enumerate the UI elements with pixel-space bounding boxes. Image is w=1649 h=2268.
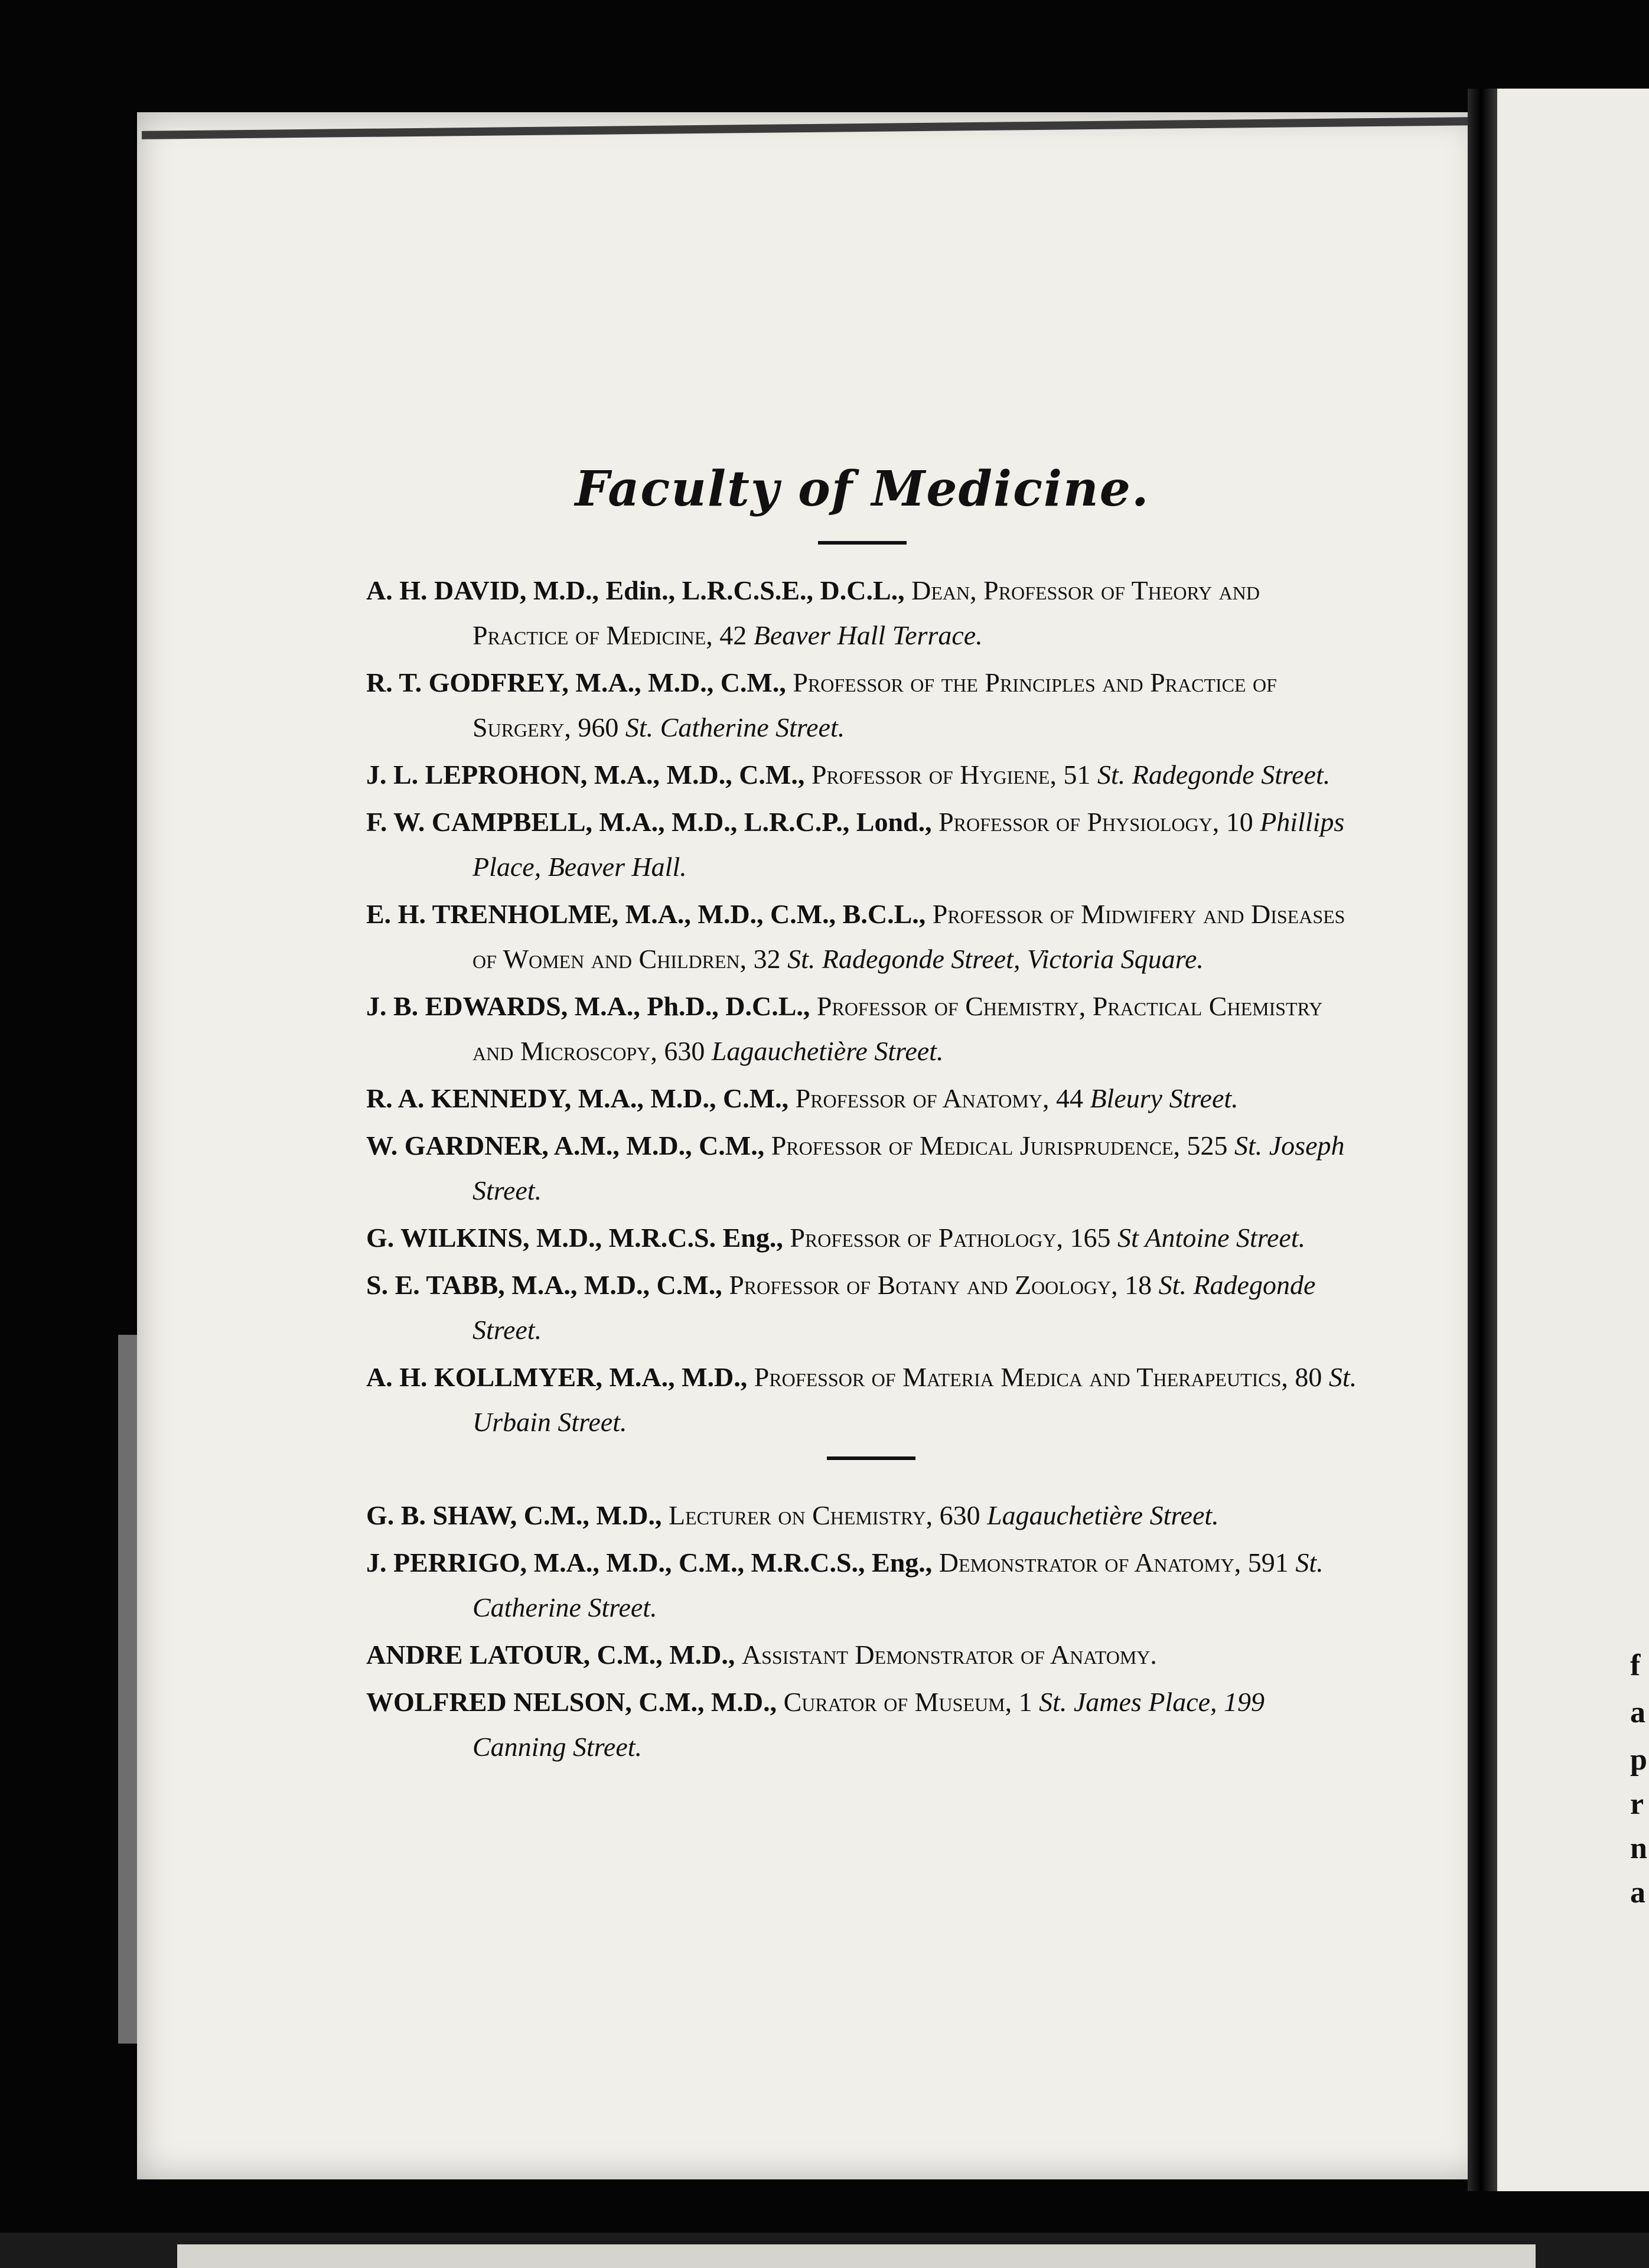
facing-text-fragment: r	[1630, 1787, 1644, 1821]
entry-addr: St. Radegonde Street.	[1097, 760, 1331, 790]
entry-name: R. T. GODFREY, M.A., M.D., C.M.,	[366, 667, 786, 698]
faculty-entry	[366, 1632, 1358, 1677]
faculty-entry	[366, 752, 1358, 797]
entry-desc: Professor of Pathology, 165	[790, 1223, 1111, 1253]
entry-name: R. A. KENNEDY, M.A., M.D., C.M.,	[366, 1083, 789, 1113]
entry-name: WOLFRED NELSON, C.M., M.D.,	[366, 1687, 777, 1717]
entry-addr: St. Catherine Street.	[472, 1547, 1324, 1622]
entry-addr: Phillips Place, Beaver Hall.	[472, 807, 1345, 882]
book-gutter	[1468, 89, 1497, 2191]
entry-addr: St. Radegonde Street.	[472, 1270, 1316, 1345]
title-rule	[818, 541, 907, 545]
entry-desc: Lecturer on Chemistry, 630	[669, 1500, 980, 1530]
entry-desc: Professor of Botany and Zoology, 18	[729, 1270, 1152, 1300]
entry-addr: St. Joseph Street.	[472, 1130, 1345, 1205]
next-page-edge	[177, 2244, 1536, 2268]
entry-desc: Professor of the Principles and Practice of Surgery, 960	[472, 667, 1277, 742]
facing-text-fragment: p	[1630, 1743, 1647, 1777]
entry-desc: Professor of Midwifery and Diseases of Women and Children, 32	[472, 899, 1345, 974]
entry-name: J. B. EDWARDS, M.A., Ph.D., D.C.L.,	[366, 991, 810, 1021]
staff-list	[366, 1493, 1358, 1770]
faculty-entry	[366, 1123, 1358, 1213]
faculty-entry	[366, 1076, 1358, 1121]
entry-addr: Beaver Hall Terrace.	[753, 620, 983, 650]
entry-desc: Professor of Medical Jurisprudence, 525	[771, 1130, 1228, 1161]
entry-addr: St. Radegonde Street, Victoria Square.	[787, 944, 1204, 974]
professor-list	[366, 568, 1358, 1445]
entry-addr: St. Urbain Street.	[472, 1362, 1357, 1437]
facing-text-fragment: a	[1630, 1696, 1645, 1729]
entry-desc: Assistant Demonstrator of Anatomy.	[741, 1640, 1157, 1670]
entry-name: J. L. LEPROHON, M.A., M.D., C.M.,	[366, 760, 805, 790]
faculty-entry	[366, 1680, 1358, 1770]
faculty-entry	[366, 1216, 1358, 1260]
facing-text-fragment: a	[1630, 1876, 1645, 1909]
entry-name: G. WILKINS, M.D., M.R.C.S. Eng.,	[366, 1223, 783, 1253]
entry-desc: Professor of Physiology, 10	[938, 807, 1253, 837]
faculty-entry	[366, 568, 1358, 658]
entry-desc: Professor of Materia Medica and Therapeutics, 80	[754, 1362, 1322, 1392]
entry-name: ANDRE LATOUR, C.M., M.D.,	[366, 1640, 735, 1670]
entry-name: S. E. TABB, M.A., M.D., C.M.,	[366, 1270, 722, 1300]
facing-text-fragment: f	[1630, 1648, 1641, 1682]
page-title: Faculty of Medicine.	[575, 461, 1150, 517]
entry-desc: Curator of Museum, 1	[783, 1687, 1032, 1717]
entry-addr: Lagauchetière Street.	[987, 1500, 1219, 1530]
faculty-entry	[366, 1263, 1358, 1353]
entry-addr: St. James Place, 199 Canning Street.	[472, 1687, 1265, 1762]
faculty-entry	[366, 984, 1358, 1074]
faculty-entry	[366, 800, 1358, 889]
entry-addr: Bleury Street.	[1090, 1083, 1239, 1113]
entry-desc: Demonstrator of Anatomy, 591	[938, 1547, 1289, 1578]
section-rule	[827, 1456, 915, 1460]
entry-desc: Professor of Chemistry, Practical Chemistry and Microscopy, 630	[472, 991, 1323, 1066]
entry-desc: Dean, Professor of Theory and Practice of Medicine, 42	[472, 575, 1260, 650]
entry-name: E. H. TRENHOLME, M.A., M.D., C.M., B.C.L.,	[366, 899, 926, 929]
faculty-entry	[366, 892, 1358, 982]
entry-name: F. W. CAMPBELL, M.A., M.D., L.R.C.P., Lond.,	[366, 807, 932, 837]
entry-name: J. PERRIGO, M.A., M.D., C.M., M.R.C.S., Eng.,	[366, 1547, 933, 1578]
entry-addr: St. Catherine Street.	[625, 712, 845, 742]
entry-name: A. H. KOLLMYER, M.A., M.D.,	[366, 1362, 748, 1392]
faculty-listing	[366, 461, 1358, 1772]
entry-addr: Lagauchetière Street.	[711, 1036, 944, 1066]
faculty-entry	[366, 1493, 1358, 1538]
entry-desc: Professor of Anatomy, 44	[795, 1083, 1083, 1113]
faculty-entry	[366, 1540, 1358, 1630]
entry-name: A. H. DAVID, M.D., Edin., L.R.C.S.E., D.C.L.,	[366, 575, 905, 605]
facing-page	[1482, 89, 1649, 2191]
faculty-entry	[366, 1355, 1358, 1445]
entry-name: G. B. SHAW, C.M., M.D.,	[366, 1500, 662, 1530]
entry-name: W. GARDNER, A.M., M.D., C.M.,	[366, 1130, 765, 1161]
entry-desc: Professor of Hygiene, 51	[811, 760, 1091, 790]
entry-addr: St Antoine Street.	[1117, 1223, 1306, 1253]
facing-text-fragment: n	[1630, 1832, 1647, 1865]
faculty-entry	[366, 660, 1358, 750]
